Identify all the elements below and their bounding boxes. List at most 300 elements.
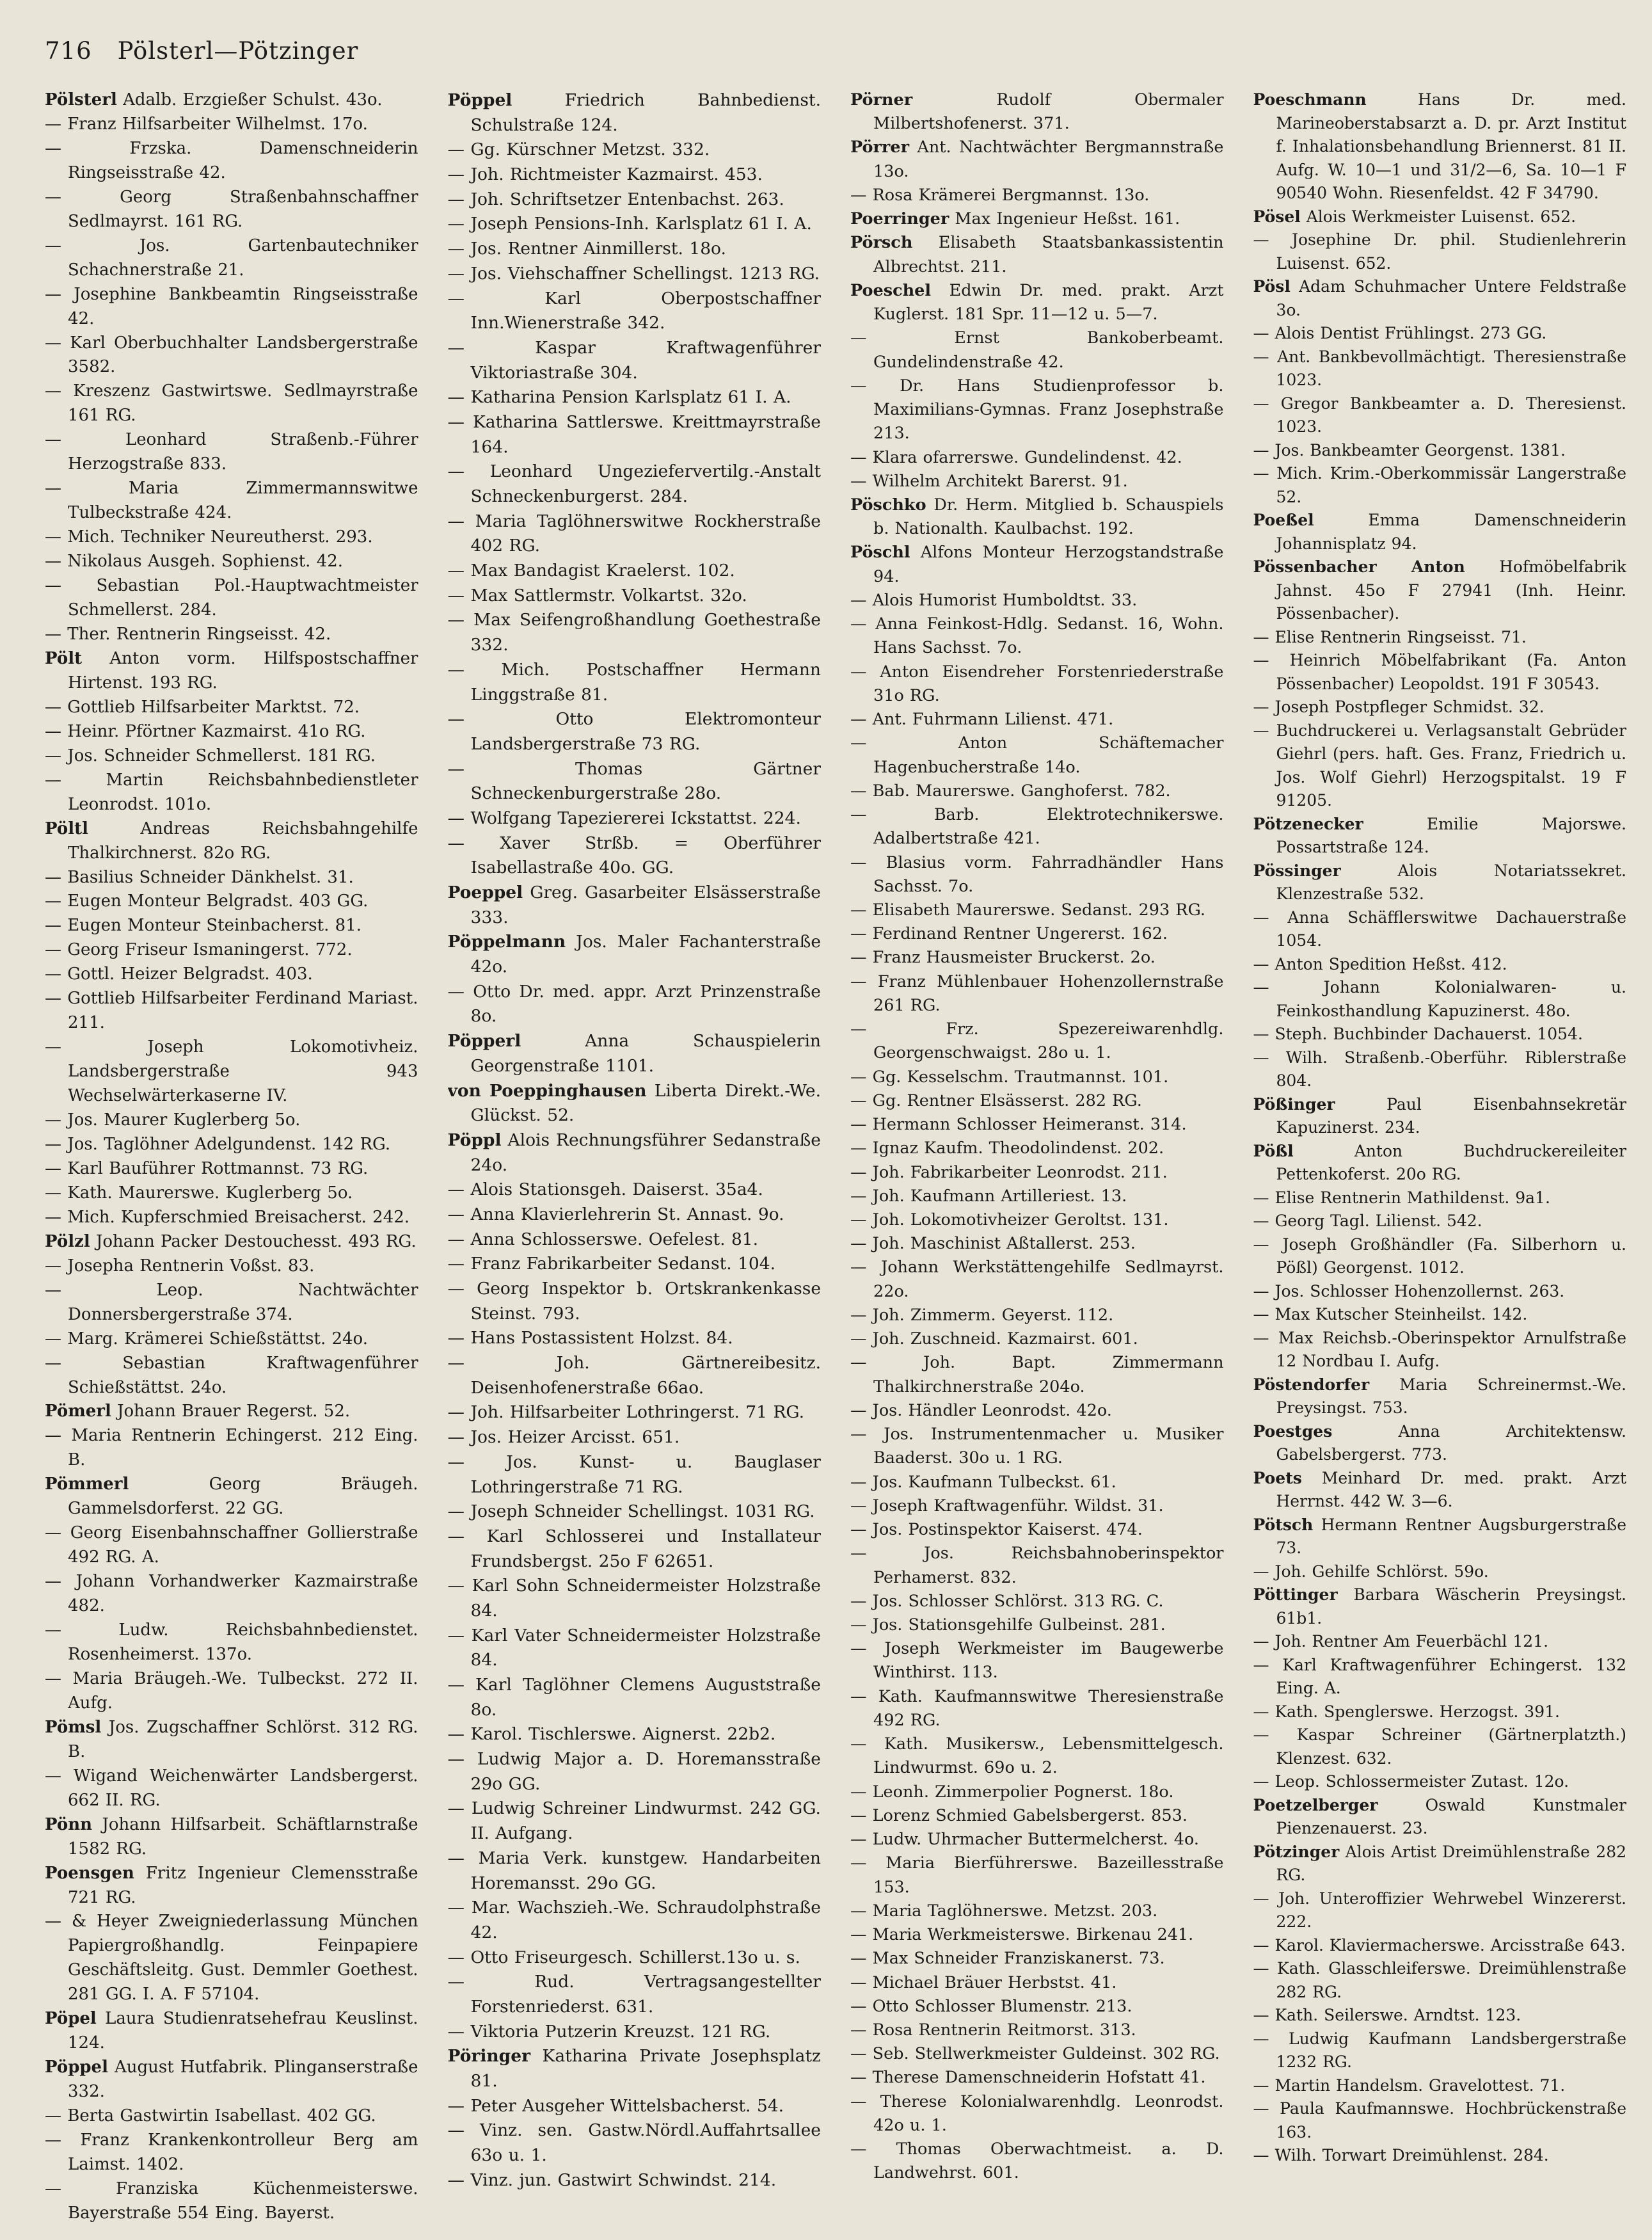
entry-details: — Elisabeth Maurerswe. Sedanst. 293 RG. [850,900,1205,920]
entry-details: — Anna Schäfflerswitwe Dachauerstraße 1054. [1253,908,1627,950]
directory-entry [850,1995,1224,2019]
directory-entry [448,608,822,657]
entry-details: Friedrich Bahnbedienst. Schulstraße 124. [470,90,821,135]
directory-entry [850,1066,1224,1089]
directory-entry [45,332,418,380]
directory-entry [850,1423,1224,1470]
directory-entry [45,963,418,987]
directory-entry [1253,275,1627,322]
entry-details: — Joseph Kraftwagenführ. Wildst. 31. [850,1496,1164,1516]
entry-details: — Joseph Werkmeister im Baugewerbe Winthirst. 113. [850,1639,1224,1682]
entry-details: — Jos. Bankbeamter Georgenst. 1381. [1253,441,1566,460]
directory-entry [850,1923,1224,1947]
directory-entry [850,2090,1224,2138]
entry-details: — Maria Bierführerswe. Bazeillesstraße 153. [850,1853,1224,1896]
directory-entry [850,1471,1224,1494]
directory-entry [850,1828,1224,1852]
directory-entry [448,584,822,609]
entry-surname: Pössinger [1253,861,1341,880]
directory-entry [45,1133,418,1157]
entry-details: — Otto Dr. med. appr. Arzt Prinzenstraße 8o. [448,982,821,1027]
directory-entry [1253,1841,1627,1887]
directory-entry [1253,813,1627,860]
directory-entry [448,2094,822,2119]
entry-details: — Franz Hausmeister Bruckerst. 2o. [850,948,1156,967]
entry-details: — Elise Rentnerin Ringseisst. 71. [1253,628,1527,646]
directory-entry [1253,1583,1627,1630]
entry-details: — Max Schneider Franziskanerst. 73. [850,1949,1165,1968]
directory-entry [45,1619,418,1667]
entry-details: — Jos. Gartenbautechniker Schachnerstraße 21. [45,236,418,280]
directory-entry [1253,2028,1627,2074]
directory-entry [45,1230,418,1254]
directory-entry [45,1254,418,1279]
directory-entry [448,831,822,881]
entry-details: — Jos. Kunst- u. Bauglaser Lothringerstraße 71 RG. [448,1452,821,1497]
entry-details: — Josepha Rentnerin Voßst. 83. [45,1256,314,1276]
directory-entry [448,1896,822,1945]
directory-entry [850,922,1224,946]
directory-entry [850,2138,1224,2185]
directory-entry [448,1970,822,2019]
entry-surname: Poeschmann [1253,90,1367,109]
page-number: 716 [45,37,92,65]
entry-details: — Joh. Schriftsetzer Entenbachst. 263. [448,189,784,209]
entry-surname: Pöringer [447,2046,531,2067]
entry-details: Ant. Nachtwächter Bergmannstraße 13o. [873,138,1224,181]
entry-details: — Joh. Rentner Am Feuerbächl 121. [1253,1632,1549,1651]
directory-entry [1253,1280,1627,1304]
entry-details: — Kath. Spenglerswe. Herzogst. 391. [1253,1702,1560,1721]
entry-details: — Karl Schlosserei und Installateur Frundsbergst. 25o F 62651. [448,1526,821,1571]
directory-entry [1253,719,1627,813]
entry-details: — Joh. Richtmeister Kazmairst. 453. [448,164,763,184]
entry-surname: Pöltl [45,819,88,838]
entry-details: — Ludwig Schreiner Lindwurmst. 242 GG. II. Aufgang. [448,1798,821,1843]
entry-details: — Jos. Viehschaffner Schellingst. 1213 RG. [448,264,820,284]
directory-entry [448,806,822,831]
directory-entry [45,113,418,137]
entry-details: — Franz Krankenkontrolleur Berg am Laimst. 1402. [45,2131,418,2174]
entry-details: Fritz Ingenieur Clemensstraße 721 RG. [68,1863,418,1907]
directory-entry [45,2129,418,2177]
directory-entry [448,1252,822,1277]
entry-details: — Kreszenz Gastwirtswe. Sedlmayrstraße 161 RG. [45,381,418,425]
directory-entry [448,1796,822,1846]
directory-entry [1253,2097,1627,2144]
entry-details: Johann Packer Destouchesst. 493 RG. [95,1231,417,1251]
entry-details: — Jos. Kaufmann Tulbeckst. 61. [850,1473,1116,1492]
directory-entry [448,1277,822,1326]
entry-details: — Joh. Bapt. Zimmermann Thalkirchnerstraße 204o. [850,1353,1224,1396]
directory-entry [448,336,822,385]
entry-details: — Max Bandagist Kraelerst. 102. [448,561,735,580]
directory-entry [850,1232,1224,1256]
directory-entry [850,470,1224,493]
entry-details: — Blasius vorm. Fahrradhändler Hans Sachsst. 7o. [850,853,1224,896]
entry-details: — Maria Taglöhnerswitwe Rockherstraße 402 RG. [448,511,821,556]
directory-entry [45,1862,418,1910]
directory-entry [448,930,822,979]
entry-surname: Pößl [1253,1141,1294,1160]
directory-entry [850,2066,1224,2090]
entry-details: — Anna Schlosserswe. Oefelest. 81. [448,1229,759,1249]
entry-details: — Otto Friseurgesch. Schillerst.13o u. s. [448,1948,800,1967]
entry-details: — Kath. Musikersw., Lebensmittelgesch. Lindwurmst. 69o u. 2. [850,1734,1224,1777]
directory-entry [1253,1420,1627,1467]
directory-entry [448,1203,822,1228]
entry-details: — Joh. Zimmerm. Geyerst. 112. [850,1306,1113,1325]
directory-entry [1253,1934,1627,1958]
directory-entry [850,1804,1224,1828]
entry-details: — Heinr. Pförtner Kazmairst. 41o RG. [45,722,366,741]
directory-entry [448,2168,822,2193]
entry-details: — Elise Rentnerin Mathildenst. 9a1. [1253,1188,1550,1207]
entry-details: — Georg Eisenbahnschaffner Gollierstraße 492 RG. A. [45,1523,418,1567]
entry-details: — Thomas Gärtner Schneckenburgerstraße 28o. [448,759,821,804]
directory-entry [448,1673,822,1722]
entry-details: — Joh. Zuschneid. Kazmairst. 601. [850,1329,1138,1348]
entry-details: — Wilh. Torwart Dreimühlenst. 284. [1253,2146,1549,2164]
directory-entry [850,1304,1224,1327]
directory-entry [1253,1630,1627,1654]
entry-details: — Katharina Pension Karlsplatz 61 I. A. [448,387,791,407]
entry-details: Adam Schuhmacher Untere Feldstraße 3o. [1276,277,1626,319]
directory-entry [45,1352,418,1400]
directory-entry [448,1351,822,1400]
entry-details: — Wigand Weichenwärter Landsbergerst. 662 II. RG. [45,1766,418,1810]
entry-surname: Pörsch [850,233,913,253]
directory-entry [448,385,822,410]
directory-entry [850,1185,1224,1208]
entry-details: — Therese Kolonialwarenhdlg. Leonrodst. 42o u. 1. [850,2092,1224,2135]
entry-details: — Lorenz Schmied Gabelsbergerst. 853. [850,1806,1187,1825]
entry-details: — Ignaz Kaufm. Theodolindenst. 202. [850,1139,1164,1158]
entry-details: — Xaver Strßb. = Oberführer Isabellastraße 40o. GG. [448,833,821,878]
directory-entry [45,744,418,769]
directory-entry [448,212,822,237]
directory-entry [45,1108,418,1133]
entry-details: Hans Dr. med. Marineoberstabsarzt a. D. pr. Arzt Institut f. Inhalationsbehandlung Briennerst. 81 II. Aufg. W. 10—1 und 31/2—6, Sa. 10—1 F 90540 Wohn. Riesenfeldst. 42 F 34790. [1276,90,1626,202]
directory-entry [45,234,418,283]
directory-entry [448,1846,822,1896]
entry-details: — Maria Zimmermannswitwe Tulbeckstraße 424. [45,479,418,522]
directory-entry [448,1500,822,1524]
entry-surname: Pöstendorfer [1253,1375,1370,1394]
entry-surname: Poensgen [45,1863,134,1883]
directory-entry [448,2020,822,2045]
directory-entry [850,231,1224,278]
entry-details: — Georg Tagl. Lilienst. 542. [1253,1212,1482,1230]
entry-details: — Dr. Hans Studienprofessor b. Maximilians-Gymnas. Franz Josephstraße 213. [850,376,1224,443]
entry-details: — Anton Spedition Heßst. 412. [1253,955,1507,973]
entry-details: — Gregor Bankbeamter a. D. Theresienst. 1023. [1253,394,1627,436]
directory-entry [448,2118,822,2168]
directory-entry [448,980,822,1029]
entry-details: — Jos. Schneider Schmellerst. 181 RG. [45,746,376,765]
entry-details: Anna Architektensw. Gabelsbergerst. 773. [1276,1421,1626,1464]
directory-entry [448,460,822,509]
directory-entry [45,914,418,938]
columns-container [45,88,1626,2227]
directory-entry [850,207,1224,231]
entry-details: Oswald Kunstmaler Pienzenauerst. 23. [1276,1795,1626,1837]
directory-entry [1253,1700,1627,1724]
directory-entry [1253,346,1627,392]
entry-details: — Anna Feinkost-Hdlg. Sedanst. 16, Wohn. Hans Sachsst. 7o. [850,614,1224,657]
directory-entry [850,446,1224,470]
entry-surname: Pöschko [850,495,926,515]
directory-entry [448,1722,822,1747]
directory-entry [45,696,418,720]
directory-entry [1253,2074,1627,2098]
entry-surname: Poerringer [850,209,949,229]
entry-surname: Pörner [850,90,913,109]
entry-details: — Joh. Hilfsarbeiter Lothringerst. 71 RG. [448,1402,805,1422]
entry-details: Barbara Wäscherin Preysingst. 61b1. [1276,1585,1626,1628]
directory-entry [45,890,418,914]
entry-details: Johann Brauer Regerst. 52. [117,1402,351,1421]
entry-surname: Pömmerl [45,1475,129,1494]
entry-details: Max Ingenieur Heßst. 161. [955,209,1180,229]
directory-entry [45,769,418,817]
entry-details: Anton Buchdruckereileiter Pettenkoferst. 20o RG. [1276,1141,1626,1183]
entry-details: — Thomas Oberwachtmeist. a. D. Landwehrst. 601. [850,2140,1224,2182]
entry-details: — Heinrich Möbelfabrikant (Fa. Anton Pössenbacher) Leopoldst. 191 F 30543. [1253,651,1627,693]
directory-entry [45,1667,418,1716]
directory-entry [45,1764,418,1813]
entry-details: — Jos. Rentner Ainmillerst. 18o. [448,239,726,259]
entry-details: — Jos. Händler Leonrodst. 42o. [850,1401,1112,1420]
directory-entry [1253,860,1627,906]
entry-details: — Karl Oberbuchhalter Landsbergerstraße 3582. [45,333,418,377]
entry-details: Hofmöbelfabrik Jahnst. 45o F 27941 (Inh. Heinr. Pössenbacher). [1276,557,1626,623]
directory-entry [45,1157,418,1181]
directory-entry [448,163,822,188]
entry-details: Johann Hilfsarbeit. Schäftlarnstraße 1582 RG. [68,1814,418,1859]
entry-details: — Joh. Gärtnereibesitz. Deisenhofenerstraße 66ao. [448,1353,822,1398]
directory-entry [850,326,1224,374]
entry-details: — Jos. Schlosser Hohenzollernst. 263. [1253,1282,1565,1300]
directory-entry [1253,2144,1627,2168]
entry-surname: Poetzelberger [1253,1795,1378,1814]
directory-entry [1253,1023,1627,1046]
directory-entry [1253,1957,1627,2004]
entry-details: — Karol. Klaviermacherswe. Arcisstraße 643. [1253,1936,1626,1955]
entry-surname: Pönn [45,1814,93,1834]
directory-entry [850,1685,1224,1732]
entry-details: — Gg. Kesselschm. Trautmannst. 101. [850,1068,1168,1087]
entry-details: — Joh. Kaufmann Artilleriest. 13. [850,1187,1127,1206]
column-2 [448,88,822,2227]
entry-details: — Mar. Wachszieh.-We. Schraudolphstraße 42. [448,1898,822,1942]
directory-entry [1253,1654,1627,1700]
directory-entry [1253,1770,1627,1794]
entry-details: — Anna Klavierlehrerin St. Annast. 9o. [448,1204,784,1224]
directory-entry [45,1036,418,1108]
entry-details: — Vinz. sen. Gastw.Nördl.Auffahrtsallee 63o u. 1. [448,2120,822,2165]
entry-details: — Marg. Krämerei Schießstättst. 24o. [45,1329,368,1348]
entry-details: — Bab. Maurerswe. Ganghoferst. 782. [850,781,1171,801]
directory-entry [1253,392,1627,439]
directory-entry [850,1900,1224,1923]
directory-entry [1253,88,1627,205]
entry-details: — Johann Kolonialwaren- u. Feinkosthandlung Kapuzinerst. 48o. [1253,978,1627,1020]
entry-details: — Berta Gastwirtin Isabellast. 402 GG. [45,2106,376,2125]
directory-entry [1253,556,1627,626]
entry-details: — Kath. Seilerswe. Arndtst. 123. [1253,2006,1521,2024]
directory-entry [448,1079,822,1128]
entry-details: Alois Werkmeister Luisenst. 652. [1306,207,1577,226]
directory-entry [448,757,822,806]
directory-entry [45,1716,418,1764]
directory-entry [850,851,1224,899]
entry-details: Katharina Private Josephsplatz 81. [470,2046,821,2091]
entry-details: — Leonhard Straßenb.-Führer Herzogstraße 833. [45,430,418,474]
directory-entry [1253,696,1627,719]
directory-entry [448,88,822,138]
directory-entry [448,1128,822,1178]
entry-details: — Rosa Krämerei Bergmannst. 13o. [850,186,1149,205]
entry-surname: Pölsterl [45,90,117,109]
entry-details: — Ludwig Major a. D. Horemansstraße 29o GG. [448,1749,822,1794]
entry-surname: Pösel [1253,207,1301,226]
entry-details: Meinhard Dr. med. prakt. Arzt Herrnst. 442 W. 3—6. [1276,1468,1626,1510]
entry-details: — Karl Sohn Schneidermeister Holzstraße 84. [448,1576,822,1620]
entry-details: — Leonh. Zimmerpolier Pognerst. 18o. [850,1782,1173,1802]
directory-entry [45,2056,418,2104]
directory-entry [45,1181,418,1206]
entry-details: — Steph. Buchbinder Dachauerst. 1054. [1253,1025,1583,1043]
entry-details: — Max Reichsb.-Oberinspektor Arnulfstraße 12 Nordbau I. Aufg. [1253,1329,1627,1371]
entry-details: Alois Artist Dreimühlenstraße 282 RG. [1276,1842,1626,1884]
entry-details: — Rosa Rentnerin Reitmorst. 313. [850,2020,1136,2040]
entry-details: — Gg. Kürschner Metzst. 332. [448,140,710,159]
entry-details: — Kath. Maurerswe. Kuglerberg 5o. [45,1183,353,1203]
directory-entry [850,1399,1224,1423]
directory-entry [448,1425,822,1450]
running-title: Pölsterl—Pötzinger [117,37,359,65]
entry-details: — Karl Kraftwagenführer Echingerst. 132 Eing. A. [1253,1656,1627,1698]
entry-details: — Viktoria Putzerin Kreuzst. 121 RG. [448,2022,771,2042]
directory-entry [448,1178,822,1203]
entry-details: — Ant. Bankbevollmächtigt. Theresienstraße 1023. [1253,348,1626,390]
directory-entry [45,866,418,890]
entry-surname: Poestges [1253,1421,1333,1441]
directory-entry [1253,1887,1627,1934]
entry-details: — Ant. Fuhrmann Lilienst. 471. [850,710,1113,729]
entry-details: — Ernst Bankoberbeamt. Gundelindenstraße 42. [850,328,1224,371]
column-4 [1253,88,1627,2227]
entry-details: Rudolf Obermaler Milbertshofenerst. 371. [873,90,1224,134]
entry-details: — Jos. Schlosser Schlörst. 313 RG. C. [850,1592,1164,1611]
entry-details: — Martin Handelsm. Gravelottest. 71. [1253,2076,1566,2095]
entry-details: — Max Seifengroßhandlung Goethestraße 332. [448,610,822,655]
entry-details: Edwin Dr. med. prakt. Arzt Kuglerst. 181 Spr. 11—12 u. 5—7. [873,280,1224,324]
directory-entry [850,541,1224,588]
directory-entry [45,283,418,332]
directory-entry [1253,1467,1627,1514]
entry-details: — Joh. Fabrikarbeiter Leonrodst. 211. [850,1163,1168,1182]
directory-entry [1253,439,1627,463]
entry-details: — Johann Vorhandwerker Kazmairstraße 482. [45,1572,418,1615]
entry-surname: Pöttinger [1253,1585,1338,1604]
entry-surname: Pöpel [45,2009,97,2029]
directory-entry [1253,1093,1627,1140]
directory-entry [448,1574,822,1623]
entry-details: — Otto Schlosser Blumenstr. 213. [850,1997,1132,2016]
entry-surname: Pölt [45,648,83,668]
directory-entry [850,1852,1224,1899]
directory-entry [448,287,822,336]
directory-entry [45,1400,418,1424]
entry-details: — Gottlieb Hilfsarbeiter Ferdinand Mariast. 211. [45,989,418,1032]
directory-entry [1253,509,1627,556]
entry-details: Anna Schauspielerin Georgenstraße 1101. [470,1031,821,1076]
directory-entry [1253,1514,1627,1560]
entry-details: — Peter Ausgeher Wittelsbacherst. 54. [448,2096,784,2116]
entry-details: — Maria Rentnerin Echingerst. 212 Eing. B. [45,1426,418,1469]
entry-details: — Kaspar Schreiner (Gärtnerplatzth.) Klenzest. 632. [1253,1725,1626,1768]
entry-details: — Sebastian Pol.-Hauptwachtmeister Schmellerst. 284. [45,576,418,620]
entry-details: — Anton Schäftemacher Hagenbucherstraße 14o. [850,733,1224,776]
entry-details: — Ludw. Reichsbahnbedienstet. Rosenheimerst. 137o. [45,1620,418,1664]
entry-details: — Eugen Monteur Belgradst. 403 GG. [45,892,368,911]
entry-details: — Anton Eisendreher Forstenriederstraße 31o RG. [850,662,1224,705]
entry-surname: von Poeppinghausen [447,1080,647,1101]
entry-details: — Jos. Instrumentenmacher u. Musiker Baaderst. 30o u. 1 RG. [850,1425,1224,1468]
directory-entry [850,780,1224,803]
directory-entry [448,707,822,756]
directory-entry [1253,1046,1627,1093]
directory-entry [850,970,1224,1018]
directory-entry [448,1450,822,1500]
directory-entry [1253,2004,1627,2028]
entry-details: Emilie Majorswe. Possartstraße 124. [1276,814,1626,856]
entry-details: — Wilhelm Architekt Barerst. 91. [850,472,1128,491]
directory-entry [850,1637,1224,1684]
entry-details: — Joseph Pensions-Inh. Karlsplatz 61 I. A. [448,214,812,234]
entry-details: Greg. Gasarbeiter Elsässerstraße 333. [470,883,821,927]
directory-entry [1253,976,1627,1023]
entry-details: — Wilh. Straßenb.-Oberführ. Riblerstraße 804. [1253,1048,1627,1091]
directory-entry [850,1780,1224,1804]
entry-details: — Joseph Schneider Schellingst. 1031 RG. [448,1501,815,1521]
entry-details: — Joh. Unteroffizier Wehrwebel Winzererst. 222. [1253,1889,1627,1932]
entry-details: — Jos. Maurer Kuglerberg 5o. [45,1110,300,1130]
directory-entry [448,1946,822,1971]
entry-surname: Poeßel [1253,511,1314,529]
entry-details: Laura Studienratsehefrau Keuslinst. 124. [68,2009,418,2053]
directory-entry [850,1161,1224,1185]
entry-details: — Maria Taglöhnerswe. Metzst. 203. [850,1901,1157,1921]
directory-entry [448,1228,822,1252]
directory-entry [850,1947,1224,1971]
entry-surname: Poeppel [447,883,523,902]
directory-entry [1253,1794,1627,1841]
entry-details: — Jos. Taglöhner Adelgundenst. 142 RG. [45,1135,390,1154]
entry-details: — Ludw. Uhrmacher Buttermelcherst. 4o. [850,1830,1199,1849]
directory-entry [1253,1233,1627,1280]
directory-entry [448,188,822,212]
entry-details: — Karl Bauführer Rottmannst. 73 RG. [45,1159,368,1178]
entry-details: — Martin Reichsbahnbedienstleter Leonrodst. 101o. [45,771,418,814]
directory-entry [1253,205,1627,229]
entry-details: — Leop. Nachtwächter Donnersbergerstraße 374. [45,1281,418,1324]
directory-entry [850,1351,1224,1398]
directory-entry [850,136,1224,183]
directory-entry [45,720,418,744]
